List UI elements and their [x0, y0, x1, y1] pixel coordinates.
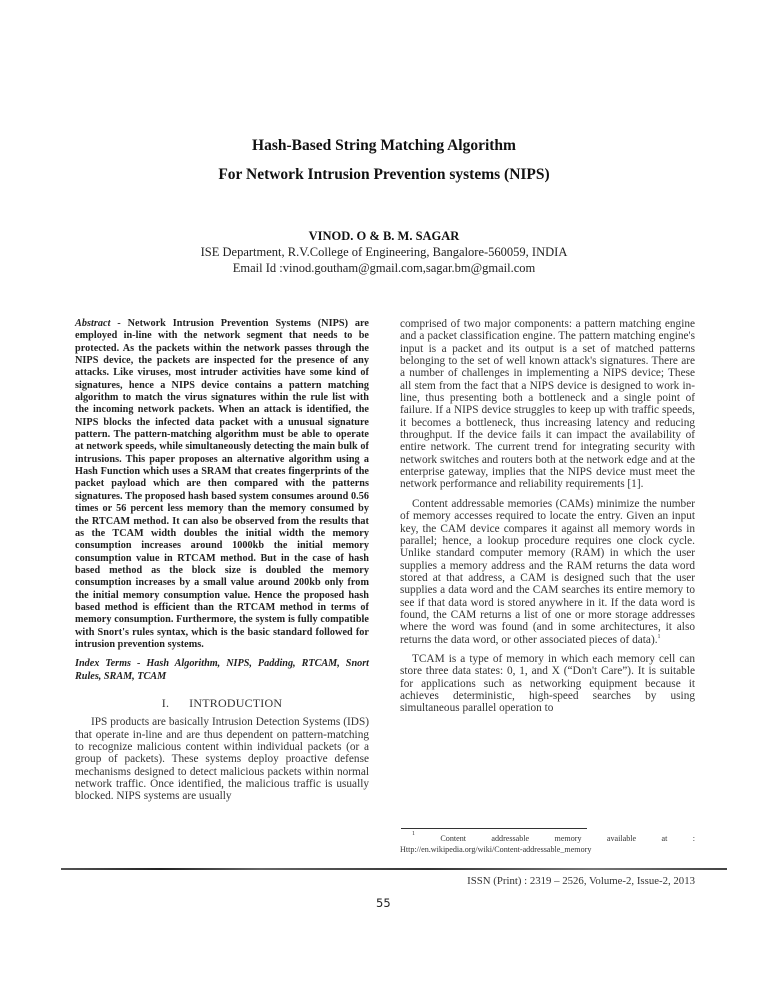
affiliation: ISE Department, R.V.College of Engineering, Bangalore-560059, INDIA [200, 245, 568, 259]
right-column [400, 318, 695, 715]
authors: VINOD. O & B. M. SAGAR [308, 229, 460, 243]
footnote-word: addressable [491, 834, 530, 843]
footnote-divider [401, 828, 587, 829]
footnote-word: memory [554, 834, 582, 843]
footnote-reference[interactable]: 1 [657, 633, 661, 640]
cam-paragraph-text: Content addressable memories (CAMs) minimize the number of memory accesses required to locate the entry. Given an input key, the CAM device compares it against all memory words in parallel; hence, a lookup procedure requires one clock cycle. Unlike standard computer memory (RAM) in which the user supplies a memory address and the RAM returns the data word stored at that address, a CAM is designed such that the user supplies a data word and the CAM searches its entire memory to see if that data word is stored anywhere in it. If the data word is found, the CAM returns a list of one or more storage addresses where the word was found (and in some architectures, it also returns the data word, or other associated pieces of data). [400, 497, 695, 646]
page-number: 55 [376, 896, 391, 910]
footnote-mark: 1 [412, 831, 415, 837]
abstract-lead: Abstract - [75, 318, 121, 329]
abstract-text: Network Intrusion Prevention Systems (NIPS) are employed in-line with the network segment that needs to be protected. As the packets within the network passes through the NIPS device, the packets are inspected for the presence of any attacks. Like viruses, most intruder activities have some kind of signatures, hence a NIPS device contains a pattern matching algorithm to match the virus signatures within the rule list with the incoming network packets. When an attack is identified, the NIPS blocks the infected data packet with a unusual signature pattern. The pattern-matching algorithm must be able to operate at network speeds, while simultaneously detecting the main bulk of intrusions. This paper proposes an alternative algorithm using a Hash Function which uses a SRAM that creates fingerprints of the packet payload which are then compared with the patterns signatures. The proposed hash based system consumes around 0.56 times or 56 percent less memory than the memory consumed by the RTCAM method. It can also be observed from the results that as the TCAM width doubles the initial width the memory consumption increases around 1000kb the initial memory consumption value in RTCAM method. But in the case of hash based method as the block size is doubled the memory consumption increases by a small value around 200kb only from the initial memory consumption value. Hence the proposed hash based method is efficient than the RTCAM method in terms of memory consumption. Furthermore, the system is fully compatible with Snort's rules syntax, which is the basic standard followed for intrusion prevention systems. [75, 318, 369, 650]
paper-title-line2: For Network Intrusion Prevention systems (NIPS) [218, 166, 550, 183]
section-title: INTRODUCTION [189, 695, 283, 710]
author-emails: Email Id :vinod.goutham@gmail.com,sagar.bm@gmail.com [232, 261, 536, 275]
footnote-word: Content [440, 834, 467, 843]
tcam-paragraph: TCAM is a type of memory in which each memory cell can store three data states: 0, 1, and X (“Don't Care”). It is suitable for applications such as networking equipment because it achieves deterministic, high-speed searches by using simultaneous parallel operation to [400, 652, 695, 715]
issn-footer: ISSN (Print) : 2319 – 2526, Volume-2, Issue-2, 2013 [467, 875, 695, 887]
footnote-word: available [606, 834, 637, 843]
index-terms: Index Terms - Hash Algorithm, NIPS, Padding, RTCAM, Snort Rules, SRAM, TCAM [75, 658, 369, 682]
footnote-line1 [400, 831, 695, 845]
footnote-word: : [692, 834, 695, 843]
left-column [75, 318, 369, 803]
footer-divider [61, 868, 727, 870]
footnote-word: at [661, 834, 668, 843]
footnote-url-link[interactable]: Http://en.wikipedia.org/wiki/Content-addressable_memory [400, 844, 592, 854]
intro-paragraph-continued: comprised of two major components: a pattern matching engine and a packet classification engine. The pattern matching engine's input is a packet and its output is a set of matched patterns belonging to the set of well known attack's signatures. There are a number of challenges in implementing a NIPS device; These all stem from the fact that a NIPS device is designed to work in-line, thus presenting both a bottleneck and a single point of failure. If a NIPS device struggles to keep up with traffic speeds, it becomes a bottleneck, thus increasing latency and reducing throughput. If the device fails it can impact the availability of entire network. The current trend for integrating security with network switches and routers both at the network edge and at the enterprise gateway, implies that the NIPS device must meet the network performance and reliability requirements [1]. [400, 318, 695, 491]
paper-title-line1: Hash-Based String Matching Algorithm [252, 137, 516, 154]
intro-paragraph-1: IPS products are basically Intrusion Detection Systems (IDS) that operate in-line and are thus dependent on pattern-matching to recognize malicious content within individual packets (or a group of packets). These systems deploy proactive defense mechanisms designed to detect malicious packets within normal network traffic. Once identified, the malicious traffic is usually blocked. NIPS systems are usually [75, 716, 369, 803]
section-number: I. [161, 695, 170, 710]
section-heading-introduction [75, 697, 369, 709]
footnote [400, 831, 695, 855]
abstract [75, 318, 369, 651]
cam-paragraph [400, 498, 695, 646]
